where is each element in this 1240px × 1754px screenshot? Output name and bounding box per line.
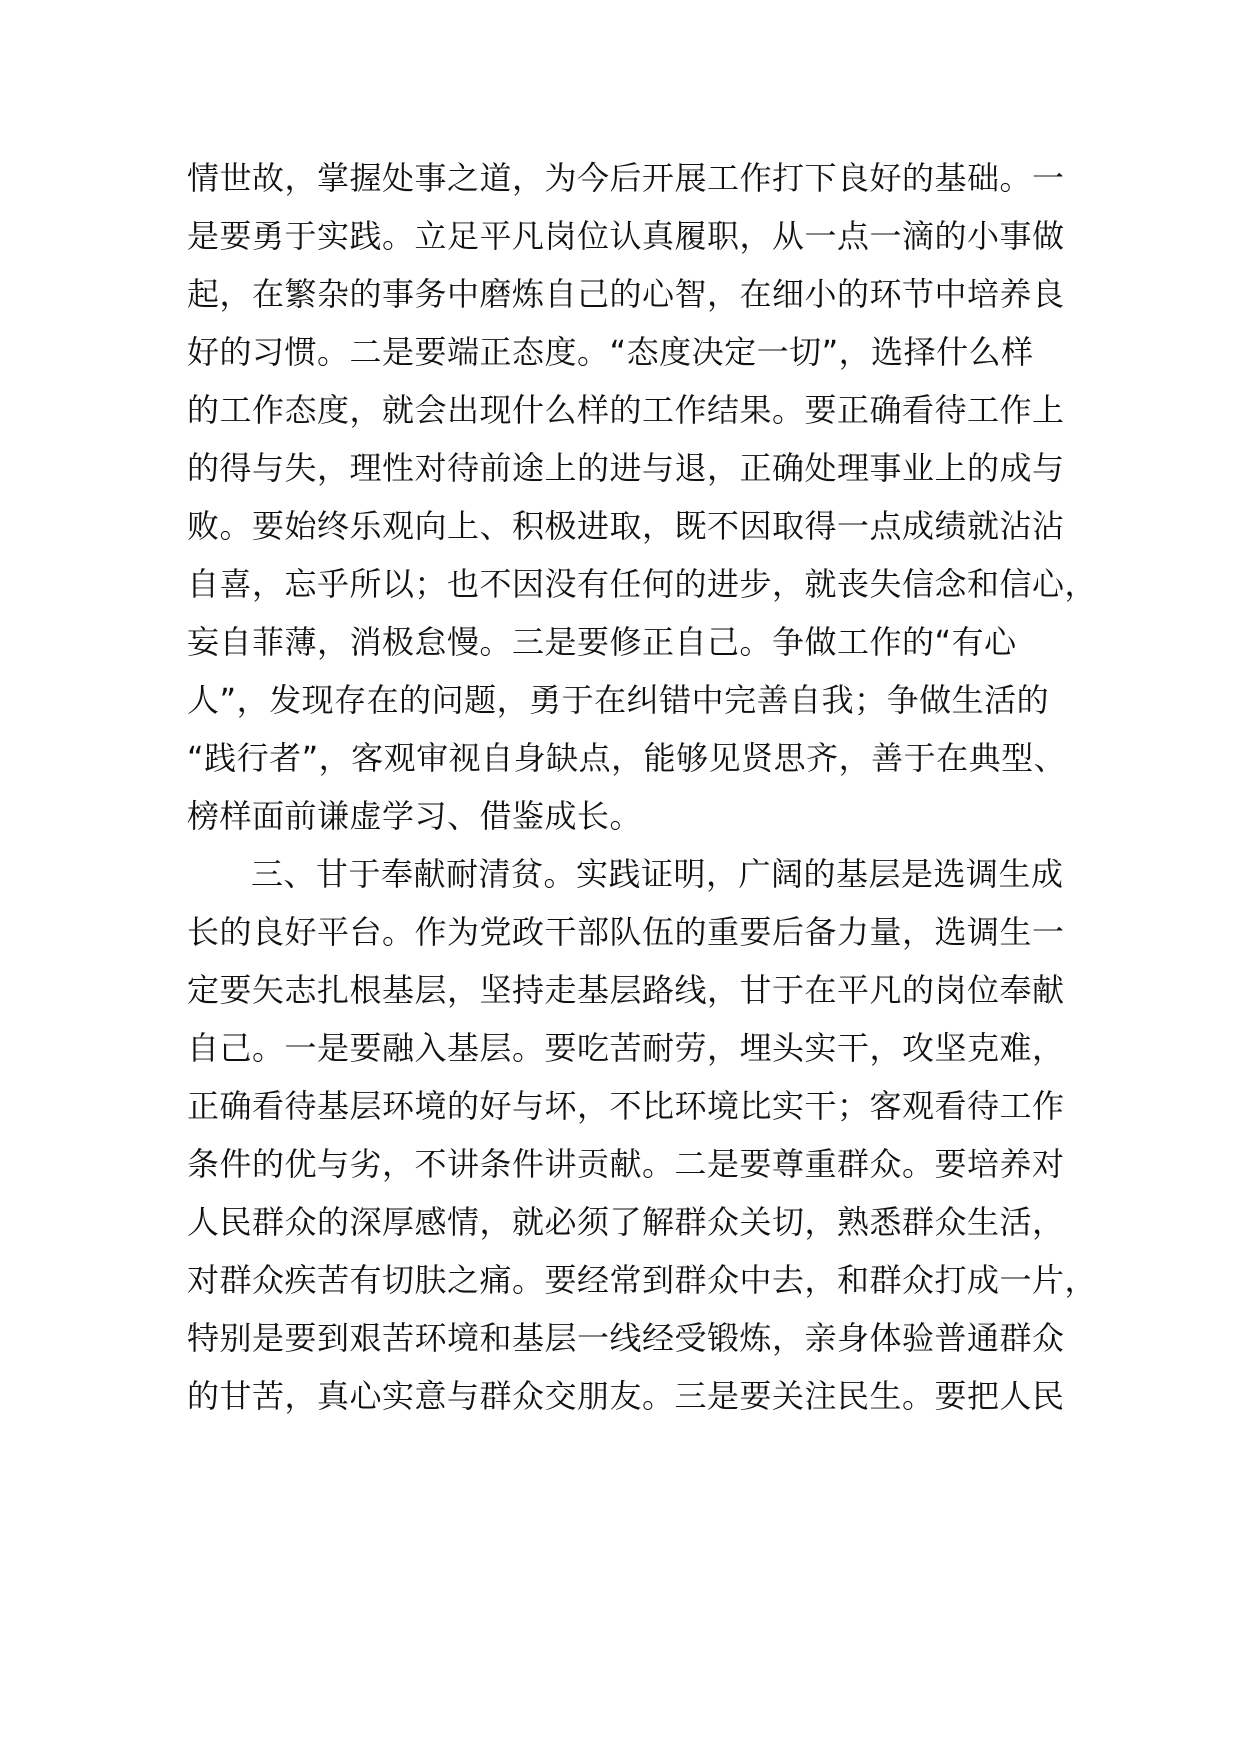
- text-line: 的得与失，理性对待前途上的进与退，正确处理事业上的成与: [187, 449, 1065, 487]
- text-line: 榜样面前谦虚学习、借鉴成长。: [187, 797, 643, 835]
- text-line: 长的良好平台。作为党政干部队伍的重要后备力量，选调生一: [187, 913, 1065, 951]
- text-line: 定要矢志扎根基层，坚持走基层路线，甘于在平凡的岗位奉献: [187, 971, 1065, 1009]
- text-line: 人民群众的深厚感情，就必须了解群众关切，熟悉群众生活，: [187, 1203, 1065, 1241]
- text-line: 情世故，掌握处事之道，为今后开展工作打下良好的基础。一: [187, 159, 1065, 197]
- text-line: 败。要始终乐观向上、积极进取，既不因取得一点成绩就沾沾: [187, 507, 1065, 545]
- text-line: 起，在繁杂的事务中磨炼自己的心智，在细小的环节中培养良: [187, 275, 1065, 313]
- text-line: 正确看待基层环境的好与坏，不比环境比实干；客观看待工作: [187, 1087, 1065, 1125]
- text-line: 是要勇于实践。立足平凡岗位认真履职，从一点一滴的小事做: [187, 217, 1065, 255]
- text-line: 自喜，忘乎所以；也不因没有任何的进步，就丧失信念和信心，: [187, 565, 1098, 603]
- text-line: 妄自菲薄，消极怠慢。三是要修正自己。争做工作的“有心: [187, 623, 1017, 661]
- text-line: 的工作态度，就会出现什么样的工作结果。要正确看待工作上: [187, 391, 1065, 429]
- text-line: 对群众疾苦有切肤之痛。要经常到群众中去，和群众打成一片，: [187, 1261, 1098, 1299]
- text-line: 条件的优与劣，不讲条件讲贡献。二是要尊重群众。要培养对: [187, 1145, 1065, 1183]
- text-line: 人”，发现存在的问题，勇于在纠错中完善自我；争做生活的: [187, 681, 1050, 719]
- section-heading-line: 三、甘于奉献耐清贫。实践证明，广阔的基层是选调生成: [251, 855, 1064, 893]
- text-line: “践行者”，客观审视自身缺点，能够见贤思齐，善于在典型、: [187, 739, 1067, 777]
- text-line: 自己。一是要融入基层。要吃苦耐劳，埋头实干，攻坚克难，: [187, 1029, 1065, 1067]
- text-line: 的甘苦，真心实意与群众交朋友。三是要关注民生。要把人民: [187, 1377, 1065, 1415]
- text-line: 特别是要到艰苦环境和基层一线经受锻炼，亲身体验普通群众: [187, 1319, 1065, 1357]
- text-line: 好的习惯。二是要端正态度。“态度决定一切”，选择什么样: [187, 333, 1034, 371]
